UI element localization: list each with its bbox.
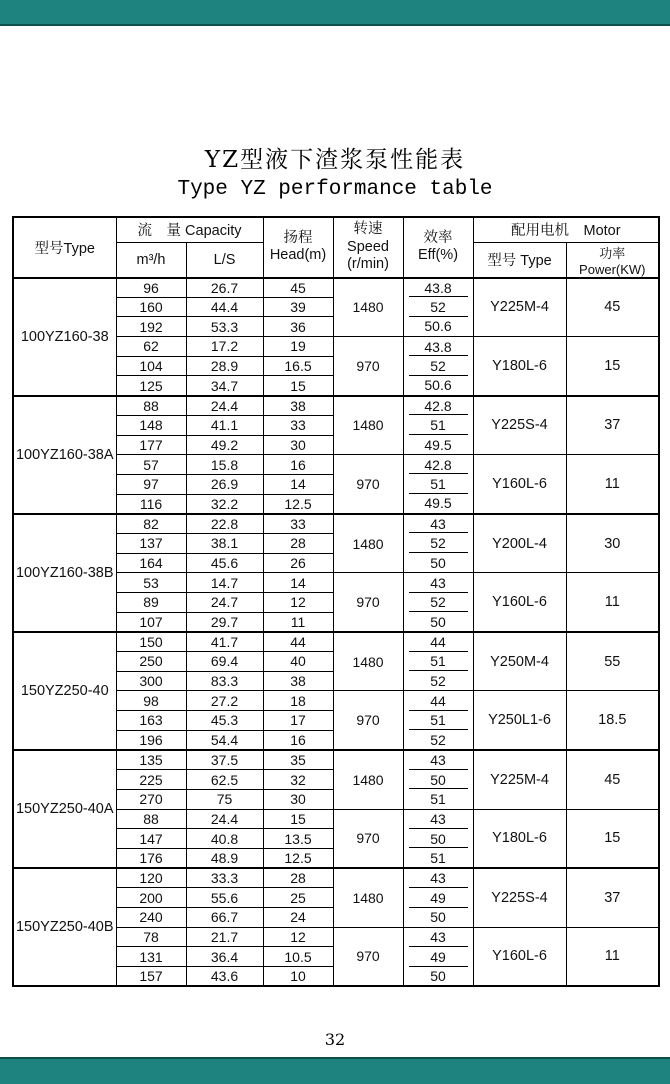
header-motor-power: 功率Power(KW) [566,242,659,278]
eff-cell: 44 [403,632,473,652]
eff-cell: 43.8 [403,337,473,357]
motor-power-cell: 11 [566,573,659,632]
head-cell: 15 [263,809,333,829]
head-cell: 26 [263,553,333,573]
capacity-m3h-cell: 225 [116,770,186,790]
capacity-m3h-cell: 116 [116,494,186,514]
motor-type-cell: Y225S-4 [473,868,566,927]
performance-table-body [13,278,659,987]
speed-cell: 970 [333,455,403,514]
eff-cell: 50 [403,908,473,928]
eff-cell: 43 [403,927,473,947]
head-cell: 14 [263,573,333,593]
capacity-m3h-cell: 53 [116,573,186,593]
header-eff-en: Eff(%) [418,247,459,264]
motor-type-cell: Y200L-4 [473,514,566,573]
eff-cell: 52 [403,356,473,376]
model-cell: 100YZ160-38A [13,396,116,514]
capacity-m3h-cell: 62 [116,337,186,357]
model-cell: 150YZ250-40 [13,632,116,750]
motor-power-cell: 37 [566,396,659,455]
motor-type-cell: Y225S-4 [473,396,566,455]
capacity-m3h-cell: 147 [116,829,186,849]
eff-cell: 50.6 [403,317,473,337]
speed-cell: 970 [333,573,403,632]
capacity-m3h-cell: 163 [116,711,186,731]
capacity-ls-cell: 34.7 [186,376,263,396]
capacity-ls-cell: 62.5 [186,770,263,790]
header-capacity: 流 量 Capacity [116,217,263,242]
motor-power-cell: 30 [566,514,659,573]
capacity-m3h-cell: 135 [116,750,186,770]
speed-cell: 1480 [333,278,403,337]
eff-cell: 49 [403,888,473,908]
head-cell: 12 [263,927,333,947]
capacity-ls-cell: 40.8 [186,829,263,849]
capacity-m3h-cell: 78 [116,927,186,947]
capacity-m3h-cell: 177 [116,435,186,455]
eff-cell: 44 [403,691,473,711]
eff-cell: 43.8 [403,278,473,298]
head-cell: 16 [263,730,333,750]
capacity-m3h-cell: 88 [116,809,186,829]
head-cell: 28 [263,868,333,888]
motor-type-cell: Y160L-6 [473,573,566,632]
head-cell: 32 [263,770,333,790]
header-motor: 配用电机 Motor [473,217,659,242]
motor-power-cell: 15 [566,809,659,868]
speed-cell: 1480 [333,396,403,455]
speed-cell: 970 [333,809,403,868]
motor-power-cell: 45 [566,750,659,809]
table-row [13,278,659,298]
head-cell: 15 [263,376,333,396]
capacity-ls-cell: 41.1 [186,415,263,435]
eff-cell: 49 [403,947,473,967]
motor-type-cell: Y225M-4 [473,750,566,809]
capacity-m3h-cell: 137 [116,533,186,553]
header-speed-zh: 转速Speed [347,221,389,255]
header-head-zh: 扬程 [283,229,313,246]
header-eff-zh: 效率 [423,229,453,246]
capacity-ls-cell: 32.2 [186,494,263,514]
head-cell: 18 [263,691,333,711]
motor-type-cell: Y180L-6 [473,337,566,396]
capacity-m3h-cell: 89 [116,593,186,613]
eff-cell: 51 [403,711,473,731]
capacity-ls-cell: 43.6 [186,967,263,987]
capacity-m3h-cell: 131 [116,947,186,967]
capacity-m3h-cell: 125 [116,376,186,396]
capacity-ls-cell: 26.7 [186,278,263,298]
model-cell: 100YZ160-38B [13,514,116,632]
header-speed [333,217,403,278]
motor-type-cell: Y180L-6 [473,809,566,868]
header-capacity-ls: L/S [186,242,263,278]
motor-power-cell: 18.5 [566,691,659,750]
head-cell: 36 [263,317,333,337]
page-title-zh: YZ型液下渣浆泵性能表 [204,147,466,173]
eff-cell: 50 [403,553,473,573]
head-cell: 33 [263,514,333,534]
capacity-ls-cell: 55.6 [186,888,263,908]
head-cell: 10 [263,967,333,987]
head-cell: 14 [263,474,333,494]
speed-cell: 970 [333,927,403,986]
head-cell: 44 [263,632,333,652]
header-motor-type: 型号 Type [473,242,566,278]
header-head [263,217,333,278]
header-speed-unit: (r/min) [347,255,389,272]
header-head-en: Head(m) [269,247,327,264]
head-cell: 25 [263,888,333,908]
eff-cell: 43 [403,750,473,770]
capacity-m3h-cell: 57 [116,455,186,475]
capacity-m3h-cell: 250 [116,652,186,672]
capacity-ls-cell: 48.9 [186,848,263,868]
eff-cell: 43 [403,573,473,593]
eff-cell: 52 [403,533,473,553]
eff-cell: 52 [403,730,473,750]
header-row-1 [13,217,659,242]
capacity-ls-cell: 41.7 [186,632,263,652]
speed-cell: 1480 [333,514,403,573]
eff-cell: 50 [403,770,473,790]
motor-type-cell: Y250L1-6 [473,691,566,750]
head-cell: 28 [263,533,333,553]
capacity-m3h-cell: 300 [116,671,186,691]
motor-type-cell: Y225M-4 [473,278,566,337]
capacity-ls-cell: 24.4 [186,396,263,416]
capacity-ls-cell: 15.8 [186,455,263,475]
table-row [13,750,659,770]
capacity-ls-cell: 83.3 [186,671,263,691]
motor-power-cell: 37 [566,868,659,927]
title-block [0,141,670,201]
capacity-m3h-cell: 164 [116,553,186,573]
eff-cell: 43 [403,809,473,829]
capacity-m3h-cell: 150 [116,632,186,652]
capacity-ls-cell: 38.1 [186,533,263,553]
capacity-ls-cell: 45.6 [186,553,263,573]
head-cell: 40 [263,652,333,672]
header-eff [403,217,473,278]
capacity-ls-cell: 66.7 [186,908,263,928]
head-cell: 38 [263,396,333,416]
capacity-ls-cell: 21.7 [186,927,263,947]
table-header [13,217,659,278]
capacity-ls-cell: 28.9 [186,356,263,376]
table-row [13,514,659,534]
capacity-m3h-cell: 196 [116,730,186,750]
capacity-ls-cell: 54.4 [186,730,263,750]
motor-power-cell: 15 [566,337,659,396]
head-cell: 45 [263,278,333,298]
capacity-ls-cell: 53.3 [186,317,263,337]
capacity-ls-cell: 49.2 [186,435,263,455]
motor-power-cell: 55 [566,632,659,691]
head-cell: 30 [263,435,333,455]
head-cell: 19 [263,337,333,357]
capacity-m3h-cell: 200 [116,888,186,908]
capacity-m3h-cell: 160 [116,297,186,317]
capacity-m3h-cell: 96 [116,278,186,298]
capacity-ls-cell: 36.4 [186,947,263,967]
eff-cell: 51 [403,474,473,494]
page-title-en: Type YZ performance table [177,178,493,201]
capacity-ls-cell: 44.4 [186,297,263,317]
eff-cell: 50 [403,967,473,987]
head-cell: 12 [263,593,333,613]
capacity-ls-cell: 17.2 [186,337,263,357]
capacity-ls-cell: 75 [186,789,263,809]
head-cell: 13.5 [263,829,333,849]
model-cell: 150YZ250-40B [13,868,116,986]
eff-cell: 43 [403,868,473,888]
capacity-m3h-cell: 104 [116,356,186,376]
capacity-ls-cell: 69.4 [186,652,263,672]
model-cell: 150YZ250-40A [13,750,116,868]
eff-cell: 50.6 [403,376,473,396]
capacity-m3h-cell: 120 [116,868,186,888]
speed-cell: 970 [333,691,403,750]
model-cell: 100YZ160-38 [13,278,116,396]
bottom-accent-band [0,1057,670,1084]
eff-cell: 42.8 [403,455,473,475]
capacity-ls-cell: 33.3 [186,868,263,888]
capacity-ls-cell: 27.2 [186,691,263,711]
capacity-m3h-cell: 97 [116,474,186,494]
capacity-m3h-cell: 88 [116,396,186,416]
head-cell: 30 [263,789,333,809]
head-cell: 12.5 [263,848,333,868]
head-cell: 12.5 [263,494,333,514]
capacity-m3h-cell: 98 [116,691,186,711]
performance-table [12,216,660,987]
speed-cell: 1480 [333,750,403,809]
capacity-ls-cell: 29.7 [186,612,263,632]
header-capacity-m3h: m³/h [116,242,186,278]
table-row [13,632,659,652]
head-cell: 11 [263,612,333,632]
table-row [13,868,659,888]
head-cell: 24 [263,908,333,928]
header-model: 型号Type [13,217,116,278]
capacity-m3h-cell: 82 [116,514,186,534]
eff-cell: 43 [403,514,473,534]
capacity-m3h-cell: 148 [116,415,186,435]
eff-cell: 52 [403,593,473,613]
speed-cell: 1480 [333,632,403,691]
eff-cell: 51 [403,848,473,868]
motor-power-cell: 11 [566,927,659,986]
motor-type-cell: Y160L-6 [473,455,566,514]
capacity-ls-cell: 45.3 [186,711,263,731]
capacity-ls-cell: 24.7 [186,593,263,613]
head-cell: 38 [263,671,333,691]
speed-cell: 970 [333,337,403,396]
eff-cell: 50 [403,612,473,632]
motor-type-cell: Y160L-6 [473,927,566,986]
motor-power-cell: 11 [566,455,659,514]
eff-cell: 51 [403,415,473,435]
capacity-m3h-cell: 176 [116,848,186,868]
head-cell: 17 [263,711,333,731]
eff-cell: 52 [403,297,473,317]
eff-cell: 49.5 [403,435,473,455]
speed-cell: 1480 [333,868,403,927]
page-number: 32 [324,1030,346,1049]
capacity-ls-cell: 24.4 [186,809,263,829]
head-cell: 39 [263,297,333,317]
eff-cell: 42.8 [403,396,473,416]
head-cell: 33 [263,415,333,435]
capacity-ls-cell: 26.9 [186,474,263,494]
capacity-ls-cell: 37.5 [186,750,263,770]
capacity-m3h-cell: 240 [116,908,186,928]
eff-cell: 51 [403,652,473,672]
eff-cell: 52 [403,671,473,691]
head-cell: 16 [263,455,333,475]
motor-type-cell: Y250M-4 [473,632,566,691]
capacity-ls-cell: 14.7 [186,573,263,593]
capacity-m3h-cell: 157 [116,967,186,987]
eff-cell: 49.5 [403,494,473,514]
capacity-ls-cell: 22.8 [186,514,263,534]
table-row [13,396,659,416]
head-cell: 16.5 [263,356,333,376]
performance-table-wrapper [12,216,660,987]
capacity-m3h-cell: 192 [116,317,186,337]
motor-power-cell: 45 [566,278,659,337]
head-cell: 35 [263,750,333,770]
eff-cell: 50 [403,829,473,849]
head-cell: 10.5 [263,947,333,967]
eff-cell: 51 [403,789,473,809]
capacity-m3h-cell: 107 [116,612,186,632]
top-accent-band [0,0,670,26]
capacity-m3h-cell: 270 [116,789,186,809]
